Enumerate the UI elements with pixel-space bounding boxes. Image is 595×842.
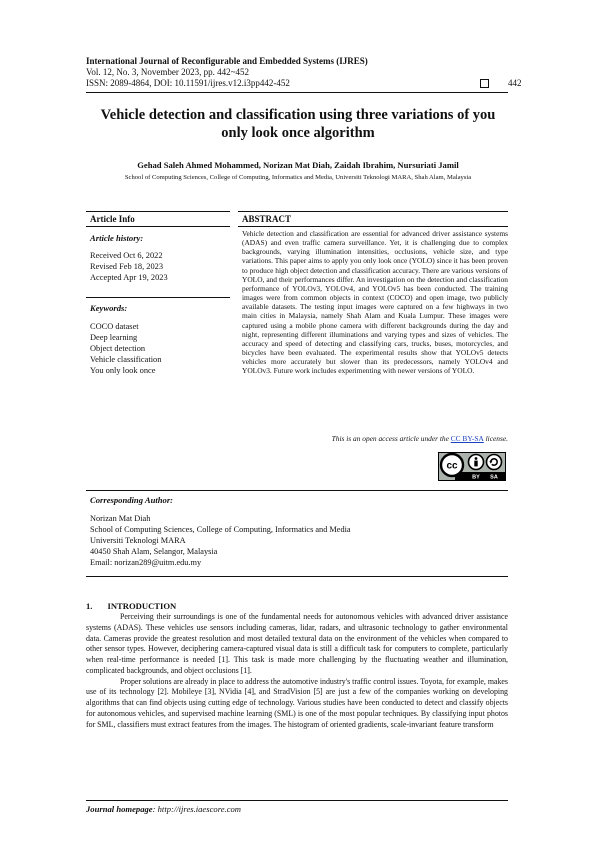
sa-label: SA <box>490 474 498 481</box>
corresponding-line: 40450 Shah Alam, Selangor, Malaysia <box>90 547 218 556</box>
open-access-prefix: This is an open access article under the <box>331 434 451 443</box>
introduction-heading: 1. INTRODUCTION <box>86 601 177 611</box>
affiliation: School of Computing Sciences, College of Computing, Informatics and Media, Universiti Teknologi MARA, Shah Alam, Malaysia <box>124 174 472 181</box>
open-access-notice <box>242 434 508 443</box>
cc-by-sa-badge[interactable] <box>438 452 506 481</box>
article-history-label: Article history: <box>90 233 144 243</box>
article-info-heading: Article Info <box>90 214 135 224</box>
share-alike-icon <box>487 455 502 470</box>
abstract-rule <box>238 226 508 227</box>
title-line: only look once algorithm <box>221 125 375 141</box>
corresponding-line: School of Computing Sciences, College of Computing, Informatics and Media <box>90 525 351 534</box>
page-number: 442 <box>508 78 522 88</box>
authors: Gehad Saleh Ahmed Mohammed, Norizan Mat Diah, Zaidah Ibrahim, Nursuriati Jamil <box>137 160 459 170</box>
abstract-text: Vehicle detection and classification are essential for advanced driver assistance systems (ADAS) and even traffic camera surveillance. Yet, it is challenging due to complex backgrounds, varying illumination intensities, occlusions, vehicle size, and type variations. This paper aims to apply you only look once (YOLO) since it has been proven to produce high object detection and classification accuracy. There are various versions of YOLO, and their performances differ. An investigation on the detection and classification performance of YOLOv3, YOLOv4, and YOLOv5 has been conducted. The training images were from common objects in context (COCO) and open image, two publicly available datasets. The testing input images were captured on a few highways in two main cities in Malaysia, namely Shah Alam and Kuala Lumpur. These images were captured using a mobile phone camera with different backgrounds during the day and night, representing different illuminations and varying types and sizes of vehicles. The accuracy and speed of detecting and classifying cars, trucks, buses, motorcycles, and bicycles have been evaluated. The experimental results show that YOLOv5 detects vehicles more accurately but slower than its predecessors, namely YOLOv4 and YOLOv3. Future work includes experimenting with newer versions of YOLO. <box>242 229 508 376</box>
article-info-top-rule <box>86 211 230 212</box>
abstract-top-rule <box>238 211 508 212</box>
keywords-label: Keywords: <box>90 303 128 313</box>
corresponding-bottom-rule <box>86 576 508 577</box>
corresponding-rule <box>86 490 508 491</box>
homepage-label: Journal homepage <box>86 804 153 814</box>
journal-name: International Journal of Reconfigurable and Embedded Systems (IJRES) <box>86 56 368 66</box>
title-line: Vehicle detection and classification using three variations of you <box>100 107 496 123</box>
issn-doi-line: ISSN: 2089-4864, DOI: 10.11591/ijres.v12.i3pp442-452 <box>86 78 290 88</box>
by-label: BY <box>472 474 480 481</box>
square-icon <box>480 79 489 88</box>
open-access-suffix: license. <box>483 434 508 443</box>
article-history <box>90 250 168 283</box>
article-info-rule <box>86 226 230 227</box>
keywords-list <box>90 321 161 376</box>
introduction-paragraph: Perceiving their surroundings is one of the fundamental needs for autonomous vehicles with advanced driver assistance systems (ADAS). These vehicles use sensors including cameras, lidar, radars, and ultrasonic technology to gather environmental data. Cameras provide the greatest resolution and most detailed textural data on the environment of the vehicles when compared to other sensor types. However, deciphering camera-captured visual data is still a difficult task for computers to complete, particularly when real-time performance is needed [1]. This task is made more challenging by the fluctuating weather and illumination, complicated backgrounds, and object occlusions [1]. <box>86 612 508 675</box>
cc-by-sa-link[interactable]: CC BY-SA <box>450 434 484 443</box>
keyword: COCO dataset <box>90 322 139 331</box>
keyword: Object detection <box>90 344 146 353</box>
history-item: Received Oct 6, 2022 <box>90 251 163 260</box>
corresponding-line: Norizan Mat Diah <box>90 514 151 523</box>
cc-glyph: cc <box>446 460 458 472</box>
keyword: Vehicle classification <box>90 355 162 364</box>
history-rule <box>86 297 230 298</box>
corresponding-label: Corresponding Author: <box>90 495 174 505</box>
journal-homepage <box>86 804 241 814</box>
footer-rule <box>86 800 508 801</box>
corresponding-details <box>90 513 351 568</box>
paper-title <box>86 106 510 142</box>
header-rule <box>86 92 508 93</box>
introduction-body <box>86 612 508 730</box>
volume-line: Vol. 12, No. 3, November 2023, pp. 442~452 <box>86 67 249 77</box>
keyword: Deep learning <box>90 333 138 342</box>
history-item: Accepted Apr 19, 2023 <box>90 273 168 282</box>
introduction-paragraph: Proper solutions are already in place to address the automotive industry's traffic control issues. Toyota, for example, makes use of its technology [2]. Mobileye [3], NVidia [4], and StradVision [5] are just a few of the companies working on developing algorithms that can find objects using cutting edge of technology. Various studies have been conducted to detect and classify objects for autonomous vehicles, and supervised machine learning (SML) is one of the most popular techniques. By classifying input photos for SML, classifiers must extract features from the images. The histogram of oriented gradients, scale-invariant feature transform <box>86 676 508 729</box>
corresponding-email: Email: norizan289@uitm.edu.my <box>90 558 202 567</box>
corresponding-line: Universiti Teknologi MARA <box>90 536 186 545</box>
abstract-heading: ABSTRACT <box>242 214 292 224</box>
history-item: Revised Feb 18, 2023 <box>90 262 164 271</box>
homepage-url[interactable]: : http://ijres.iaescore.com <box>152 804 242 814</box>
keyword: You only look once <box>90 366 156 375</box>
